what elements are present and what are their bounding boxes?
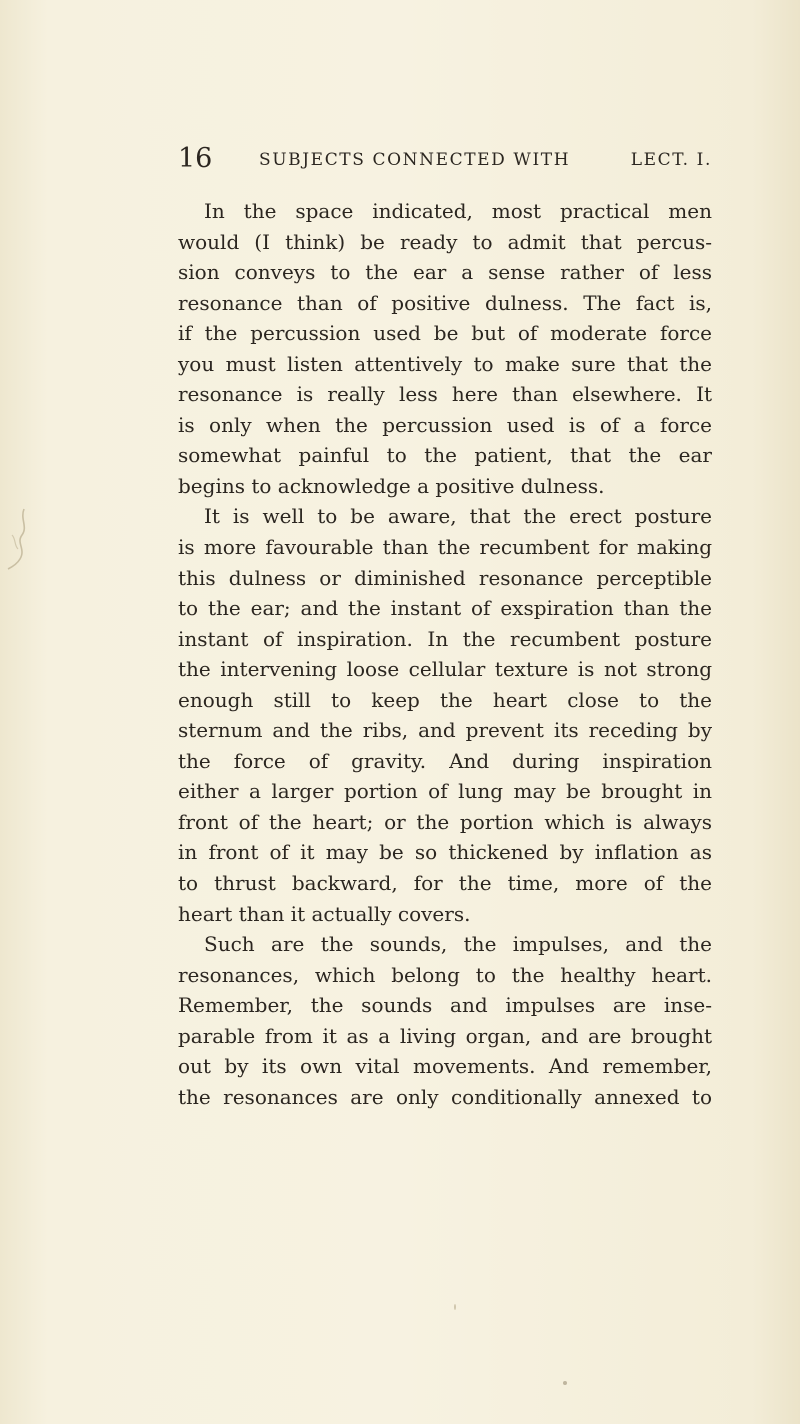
text-line: enough still to keep the heart close to the — [178, 687, 712, 712]
text-line: resonance than of positive dulness. The fact is, — [178, 290, 712, 315]
text-line: It is well to be aware, that the erect posture — [204, 504, 712, 529]
text-line: instant of inspiration. In the recumbent posture — [178, 626, 712, 651]
text-line: this dulness or diminished resonance perceptible — [178, 565, 712, 590]
text-line: front of the heart; or the portion which is always — [178, 809, 712, 834]
text-line: parable from it as a living organ, and are brought — [178, 1023, 712, 1048]
text-line: Remember, the sounds and impulses are inse- — [178, 993, 712, 1018]
text-line: somewhat painful to the patient, that the ear — [178, 443, 712, 468]
running-head-title: SUBJECTS CONNECTED WITH — [259, 150, 571, 170]
running-head-lecture: LECT. I. — [630, 150, 712, 170]
text-line: if the percussion used be but of moderate force — [178, 321, 712, 346]
text-line: to the ear; and the instant of exspiration than the — [178, 596, 712, 621]
text-line: is only when the percussion used is of a force — [178, 412, 712, 437]
body-text — [178, 196, 712, 1112]
text-line: In the space indicated, most practical men — [204, 199, 712, 223]
page-number: 16 — [178, 143, 213, 174]
text-line: Such are the sounds, the impulses, and the — [204, 932, 712, 957]
text-line: either a larger portion of lung may be brought in — [178, 779, 712, 804]
text-line: begins to acknowledge a positive dulness. — [178, 473, 605, 498]
paper-speck — [454, 1304, 456, 1310]
paragraph — [178, 196, 712, 501]
running-head — [178, 144, 712, 178]
paragraph — [178, 501, 712, 929]
margin-stain-mark — [2, 505, 34, 571]
text-line: the intervening loose cellular texture is not strong — [178, 657, 712, 682]
text-line: you must listen attentively to make sure that the — [178, 351, 712, 376]
text-line: sion conveys to the ear a sense rather of less — [178, 260, 712, 285]
paper-speck — [563, 1381, 567, 1385]
text-line: to thrust backward, for the time, more of the — [178, 871, 712, 896]
text-line: in front of it may be so thickened by inflation as — [178, 840, 712, 865]
text-line: sternum and the ribs, and prevent its receding by — [178, 718, 712, 743]
text-line: is more favourable than the recumbent for making — [178, 535, 712, 560]
text-line: heart than it actually covers. — [178, 901, 471, 926]
text-line: the force of gravity. And during inspiration — [178, 748, 712, 773]
text-line: would (I think) be ready to admit that percus- — [178, 229, 712, 254]
text-line: out by its own vital movements. And remember, — [178, 1054, 712, 1079]
text-line: the resonances are only conditionally annexed to — [178, 1084, 712, 1109]
text-line: resonances, which belong to the healthy heart. — [178, 962, 712, 987]
text-line: resonance is really less here than elsewhere. It — [178, 382, 712, 407]
paragraph — [178, 929, 712, 1112]
